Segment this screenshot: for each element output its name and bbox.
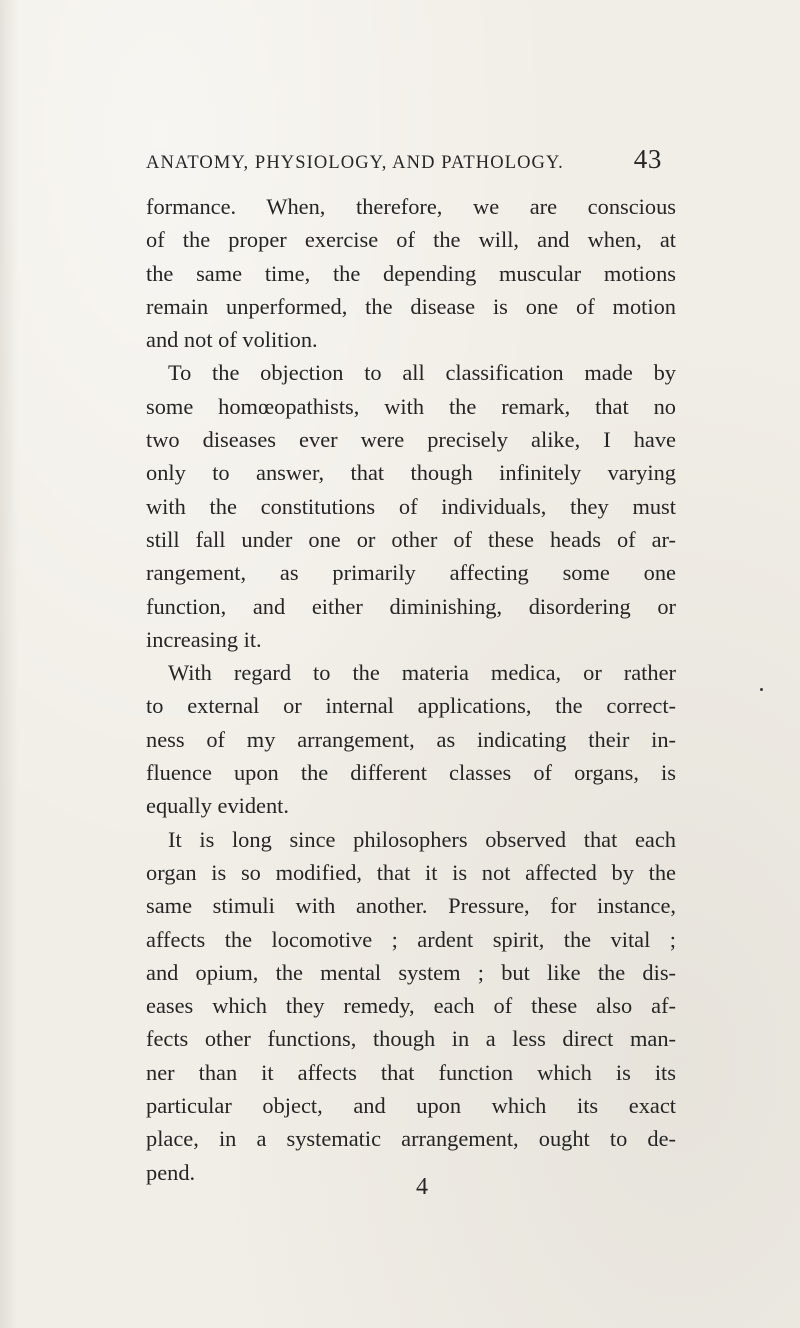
text-line: remain unperformed, the disease is one of motion bbox=[146, 293, 676, 319]
text-line: eases which they remedy, each of these also af- bbox=[146, 993, 676, 1019]
text-line: only to answer, that though infinitely varying bbox=[146, 460, 676, 486]
text-line: fluence upon the different classes of organs, is bbox=[146, 760, 676, 786]
page-gutter-shadow bbox=[0, 0, 18, 1328]
text-line: and opium, the mental system ; but like the dis- bbox=[146, 959, 676, 985]
text-line: of the proper exercise of the will, and when, at bbox=[146, 227, 676, 253]
text-line: organ is so modified, that it is not affected by the bbox=[146, 859, 676, 885]
running-title: ANATOMY, PHYSIOLOGY, AND PATHOLOGY. bbox=[146, 153, 564, 173]
text-line: place, in a systematic arrangement, ought to de- bbox=[146, 1126, 676, 1152]
text-line: formance. When, therefore, we are conscious bbox=[146, 194, 676, 219]
text-line: pend. bbox=[146, 1159, 196, 1185]
text-line: to external or internal applications, the correct- bbox=[146, 693, 676, 719]
text-line: It is long since philosophers observed that each bbox=[168, 826, 676, 852]
text-line: fects other functions, though in a less direct man- bbox=[146, 1026, 676, 1052]
body-text bbox=[146, 190, 676, 1189]
running-head bbox=[146, 146, 666, 176]
text-line: affects the locomotive ; ardent spirit, the vital ; bbox=[146, 926, 676, 952]
page-number: 43 bbox=[633, 144, 662, 174]
text-line: still fall under one or other of these heads of ar- bbox=[146, 526, 676, 552]
text-line: the same time, the depending muscular motions bbox=[146, 260, 676, 286]
signature-mark: 4 bbox=[416, 1174, 428, 1200]
text-line: particular object, and upon which its exact bbox=[146, 1093, 676, 1119]
text-line: some homœopathists, with the remark, that no bbox=[146, 393, 676, 419]
paper-speck bbox=[760, 688, 763, 691]
text-line: two diseases ever were precisely alike, I have bbox=[146, 427, 676, 453]
text-line: rangement, as primarily affecting some one bbox=[146, 560, 676, 586]
text-line: ner than it affects that function which is its bbox=[146, 1059, 676, 1085]
text-line: and not of volition. bbox=[146, 327, 318, 353]
text-line: ness of my arrangement, as indicating their in- bbox=[146, 726, 676, 752]
text-line: equally evident. bbox=[146, 793, 290, 819]
text-line: same stimuli with another. Pressure, for instance, bbox=[146, 893, 676, 919]
text-line: To the objection to all classification made by bbox=[168, 360, 676, 386]
text-line: with the constitutions of individuals, they must bbox=[146, 493, 676, 519]
text-line: increasing it. bbox=[146, 626, 262, 652]
text-line: function, and either diminishing, disordering or bbox=[146, 593, 676, 619]
text-line: With regard to the materia medica, or rather bbox=[168, 660, 676, 686]
